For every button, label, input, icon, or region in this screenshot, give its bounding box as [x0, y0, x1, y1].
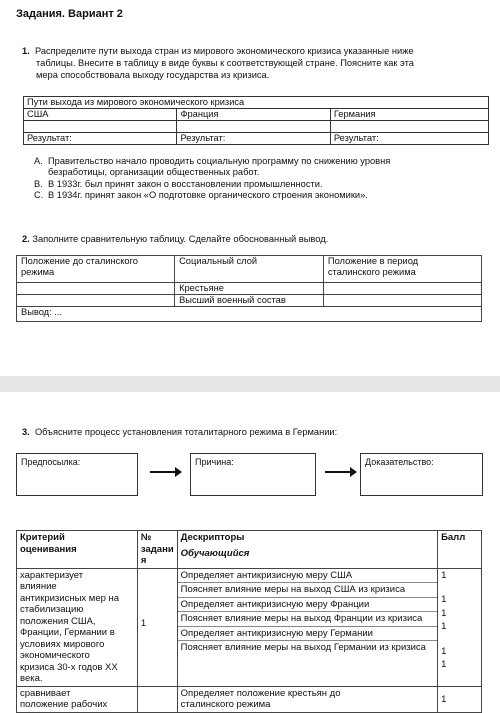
score-value: 1	[441, 607, 447, 619]
option-b-letter: B.	[34, 178, 43, 189]
rubric-header-criterion	[17, 531, 138, 569]
rubric-descriptors-1	[177, 568, 437, 686]
question-2-number: 2.	[22, 234, 30, 244]
comparison-col-before-l2: режима	[21, 267, 55, 277]
cell-military: Высший военный состав	[175, 295, 324, 307]
option-a-text: Правительство начало проводить социальную программу по снижению уровня	[48, 156, 391, 166]
box-prerequisite[interactable]: Предпосылка:	[16, 453, 138, 496]
comparison-col-layer: Социальный слой	[175, 256, 324, 283]
criterion-1-line: характеризует	[20, 569, 84, 581]
rubric-header-descriptors-label: Дескрипторы	[180, 532, 245, 543]
rubric-score-2	[438, 686, 482, 712]
exit-paths-table-title: Пути выхода из мирового экономического кризиса	[24, 97, 489, 109]
comparison-col-before	[17, 256, 175, 283]
arrow-right-icon	[150, 471, 180, 473]
result-cell-germany[interactable]: Результат:	[330, 133, 488, 145]
rubric-criterion-1	[17, 568, 138, 686]
criterion-1-line: условиях мирового	[20, 638, 105, 650]
conclusion-cell[interactable]: Вывод: ...	[17, 307, 482, 322]
country-germany: Германия	[330, 109, 488, 121]
answer-cell-usa[interactable]	[24, 121, 177, 133]
rubric-header-criterion-l1: Критерий	[20, 532, 65, 543]
descriptor-row: Поясняет влияние меры на выход Франции из кризиса	[178, 612, 437, 627]
box-evidence[interactable]: Доказательство:	[360, 453, 483, 496]
score-value: 1	[441, 693, 447, 705]
rubric-header-criterion-l2: оценивания	[20, 543, 77, 555]
option-c	[34, 190, 474, 201]
comparison-col-during	[323, 256, 481, 283]
question-2-text: Заполните сравнительную таблицу. Сделайте обоснованный вывод.	[32, 234, 329, 244]
criterion-1-line: антикризисных мер на	[20, 592, 120, 604]
question-2	[22, 233, 328, 245]
result-cell-france[interactable]: Результат:	[177, 133, 330, 145]
score-value: 1	[441, 594, 447, 605]
cell-peasants-before[interactable]	[17, 283, 175, 295]
criterion-2-line: сравнивает	[20, 687, 71, 699]
page-separator	[0, 376, 500, 392]
criterion-1-line: Франции, Германии в	[20, 627, 115, 638]
descriptor-row: Определяет антикризисную меру Германии	[178, 627, 437, 642]
rubric-header-student: Обучающийся	[180, 547, 250, 559]
question-3-text: Объясните процесс установления тоталитарного режима в Германии:	[34, 427, 338, 437]
option-b	[34, 179, 474, 190]
option-c-text: В 1934г. принят закон «О подготовке органического строения экономики».	[48, 190, 368, 201]
comparison-col-during-l1: Положение в период	[327, 256, 419, 266]
answer-cell-germany[interactable]	[330, 121, 488, 133]
cell-military-before[interactable]	[17, 295, 175, 307]
descriptor-row: Определяет антикризисную меру США	[178, 569, 437, 584]
rubric-table	[16, 530, 482, 713]
cell-military-during[interactable]	[323, 295, 481, 307]
descriptor-row: Определяет антикризисную меру Франции	[178, 598, 437, 613]
rubric-criterion-2	[17, 686, 138, 712]
option-c-letter: C.	[34, 190, 44, 201]
comparison-table	[16, 255, 482, 322]
rubric-task-number-value: 1	[140, 617, 147, 629]
criterion-1-line: кризиса 30-х годов XX	[20, 661, 118, 673]
rubric-scores-1	[438, 568, 482, 686]
cell-peasants-during[interactable]	[323, 283, 481, 295]
descriptor-2-line: сталинского режима	[180, 699, 271, 710]
score-value: 1	[441, 569, 447, 581]
options-list	[34, 156, 474, 202]
criterion-1-line: экономического	[20, 650, 90, 661]
rubric-header-number-l2: задани	[140, 543, 174, 555]
box-cause[interactable]: Причина:	[190, 453, 316, 496]
rubric-header-number-l1: №	[140, 532, 152, 543]
question-1	[22, 45, 492, 81]
score-value: 1	[441, 645, 447, 657]
question-1-line-1: Распределите пути выхода стран из мирового экономического кризиса указанные ниже	[34, 46, 414, 56]
criterion-1-line: влияние	[20, 581, 57, 592]
criterion-1-line: стабилизацию	[20, 604, 84, 615]
country-usa: США	[24, 109, 177, 121]
comparison-col-during-l2: сталинского режима	[327, 267, 416, 277]
option-b-text: В 1933г. был принят закон о восстановлении промышленности.	[48, 178, 323, 189]
comparison-col-before-l1: Положение до сталинского	[21, 256, 138, 266]
rubric-task-number-2	[137, 686, 177, 712]
criterion-1-line: века.	[20, 673, 43, 684]
score-value: 1	[441, 621, 447, 632]
rubric-descriptor-2	[177, 686, 437, 712]
score-value: 1	[441, 659, 447, 670]
question-3	[22, 426, 337, 438]
descriptor-row: Поясняет влияние меры на выход США из кризиса	[178, 583, 437, 598]
rubric-header-score: Балл	[438, 531, 482, 569]
criterion-2-line: положение рабочих	[20, 699, 108, 710]
rubric-task-number	[137, 568, 177, 686]
question-1-line-2: таблицы. Внесите в таблицу в виде буквы к соответствующей стране. Поясните как эта	[36, 58, 414, 68]
answer-cell-france[interactable]	[177, 121, 330, 133]
country-france: Франция	[177, 109, 330, 121]
question-1-number: 1.	[22, 46, 30, 56]
exit-paths-table	[23, 96, 489, 145]
question-1-line-3: мера способствовала выходу государства из кризиса.	[36, 70, 270, 80]
option-a-text-2: безработицы, организации общественных работ.	[48, 167, 260, 178]
option-a	[34, 156, 474, 167]
rubric-header-number	[137, 531, 177, 569]
arrow-right-icon	[325, 471, 355, 473]
question-3-number: 3.	[22, 427, 30, 437]
option-a-letter: A.	[34, 156, 43, 166]
descriptor-row: Поясняет влияние меры на выход Германии из кризиса	[180, 642, 426, 653]
result-cell-usa[interactable]: Результат:	[24, 133, 177, 145]
descriptor-2-line: Определяет положение крестьян до	[180, 687, 341, 699]
page-title: Задания. Вариант 2	[16, 8, 123, 20]
rubric-header-number-l3: я	[140, 555, 147, 566]
cell-peasants: Крестьяне	[175, 283, 324, 295]
criterion-1-line: положения США,	[20, 615, 96, 627]
rubric-header-descriptors	[177, 531, 437, 569]
